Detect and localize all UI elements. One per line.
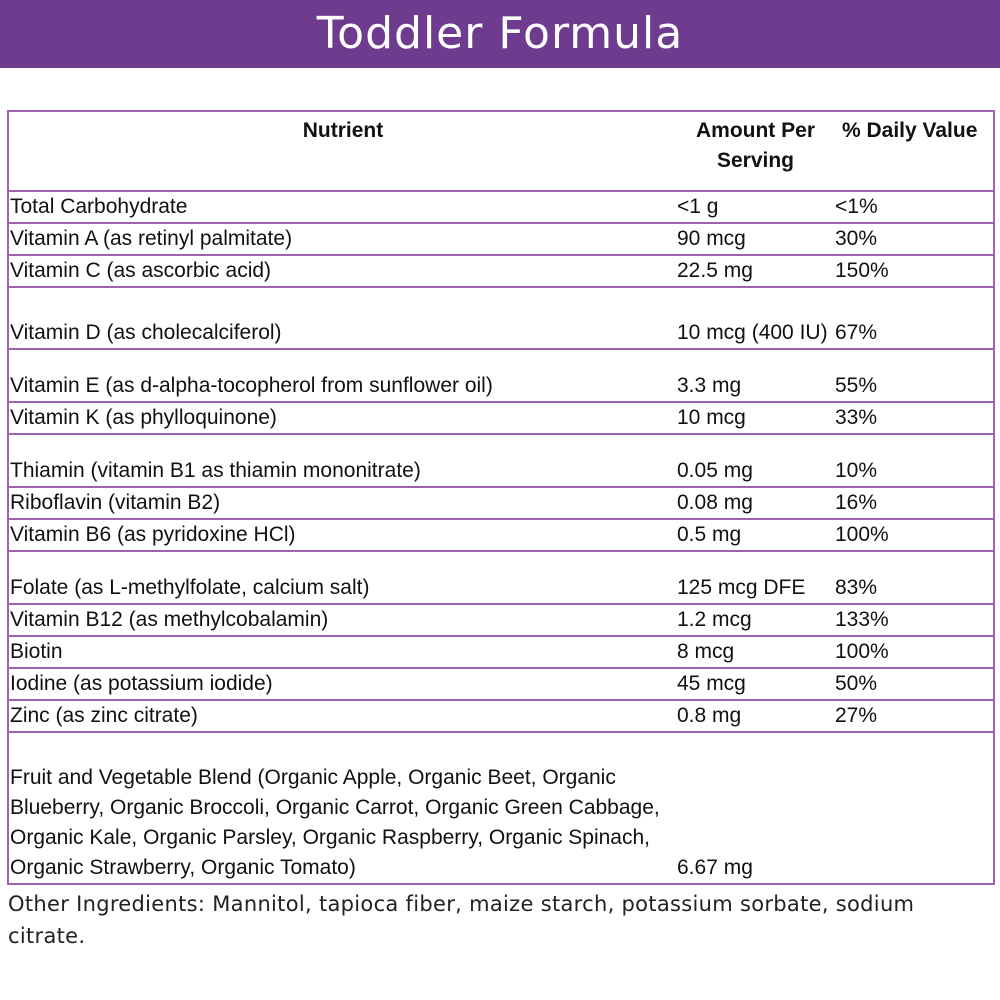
- nutrient-cell: Fruit and Vegetable Blend (Organic Apple, Organic Beet, Organic Blueberry, Organic Broccoli, Organic Carrot, Organic Green Cabbage, Organic Kale, Organic Parsley, Organic Raspberry, Organic Spinach, Organic Strawberry, Organic Tomato): [8, 732, 676, 884]
- amount-cell: 10 mcg (400 IU): [676, 287, 834, 349]
- daily-value-cell: 150%: [834, 255, 994, 287]
- daily-value-cell: 33%: [834, 402, 994, 434]
- nutrient-cell: Vitamin D (as cholecalciferol): [8, 287, 676, 349]
- table-row: [8, 700, 994, 732]
- nutrient-cell: Total Carbohydrate: [8, 191, 676, 223]
- table-row: [8, 487, 994, 519]
- table-header-row: [8, 111, 994, 191]
- daily-value-cell: 83%: [834, 551, 994, 604]
- amount-cell: 3.3 mg: [676, 349, 834, 402]
- daily-value-cell: <1%: [834, 191, 994, 223]
- daily-value-cell: 30%: [834, 223, 994, 255]
- other-ingredients: Other Ingredients: Mannitol, tapioca fiber, maize starch, potassium sorbate, sodium citrate.: [8, 892, 915, 948]
- table-row: [8, 287, 994, 349]
- amount-cell: 1.2 mcg: [676, 604, 834, 636]
- table-row: [8, 402, 994, 434]
- table-row: [8, 551, 994, 604]
- daily-value-cell: 133%: [834, 604, 994, 636]
- nutrient-cell: Biotin: [8, 636, 676, 668]
- amount-cell: 90 mcg: [676, 223, 834, 255]
- nutrient-cell: Iodine (as potassium iodide): [8, 668, 676, 700]
- header-daily-value: % Daily Value: [834, 111, 994, 191]
- page-title: Toddler Formula: [316, 8, 684, 59]
- table-row: [8, 434, 994, 487]
- daily-value-cell: 55%: [834, 349, 994, 402]
- daily-value-cell: [834, 732, 994, 884]
- amount-cell: 45 mcg: [676, 668, 834, 700]
- table-row: [8, 349, 994, 402]
- table-row: [8, 223, 994, 255]
- table-row: [8, 255, 994, 287]
- amount-cell: 125 mcg DFE: [676, 551, 834, 604]
- amount-cell: 0.5 mg: [676, 519, 834, 551]
- header-nutrient: Nutrient: [8, 111, 676, 191]
- amount-cell: 0.08 mg: [676, 487, 834, 519]
- amount-cell: 10 mcg: [676, 402, 834, 434]
- supplement-facts-table: [7, 110, 995, 885]
- nutrient-cell: Folate (as L-methylfolate, calcium salt): [8, 551, 676, 604]
- daily-value-cell: 16%: [834, 487, 994, 519]
- nutrient-cell: Vitamin B6 (as pyridoxine HCl): [8, 519, 676, 551]
- amount-cell: 8 mcg: [676, 636, 834, 668]
- amount-cell: 0.05 mg: [676, 434, 834, 487]
- table-row: [8, 191, 994, 223]
- table-row: [8, 732, 994, 884]
- daily-value-cell: 27%: [834, 700, 994, 732]
- daily-value-cell: 100%: [834, 519, 994, 551]
- table-row: [8, 604, 994, 636]
- nutrient-cell: Riboflavin (vitamin B2): [8, 487, 676, 519]
- nutrient-cell: Thiamin (vitamin B1 as thiamin mononitrate): [8, 434, 676, 487]
- daily-value-cell: 67%: [834, 287, 994, 349]
- amount-cell: 22.5 mg: [676, 255, 834, 287]
- nutrient-cell: Vitamin A (as retinyl palmitate): [8, 223, 676, 255]
- nutrient-cell: Vitamin B12 (as methylcobalamin): [8, 604, 676, 636]
- daily-value-cell: 10%: [834, 434, 994, 487]
- table-row: [8, 519, 994, 551]
- amount-cell: 0.8 mg: [676, 700, 834, 732]
- daily-value-cell: 50%: [834, 668, 994, 700]
- nutrient-cell: Vitamin K (as phylloquinone): [8, 402, 676, 434]
- amount-cell: 6.67 mg: [676, 732, 834, 884]
- header-amount-per-serving: Amount Per Serving: [676, 111, 834, 191]
- nutrient-cell: Vitamin C (as ascorbic acid): [8, 255, 676, 287]
- daily-value-cell: 100%: [834, 636, 994, 668]
- nutrient-cell: Vitamin E (as d-alpha-tocopherol from sunflower oil): [8, 349, 676, 402]
- nutrient-cell: Zinc (as zinc citrate): [8, 700, 676, 732]
- amount-cell: <1 g: [676, 191, 834, 223]
- table-row: [8, 636, 994, 668]
- title-banner: [0, 0, 1000, 68]
- table-row: [8, 668, 994, 700]
